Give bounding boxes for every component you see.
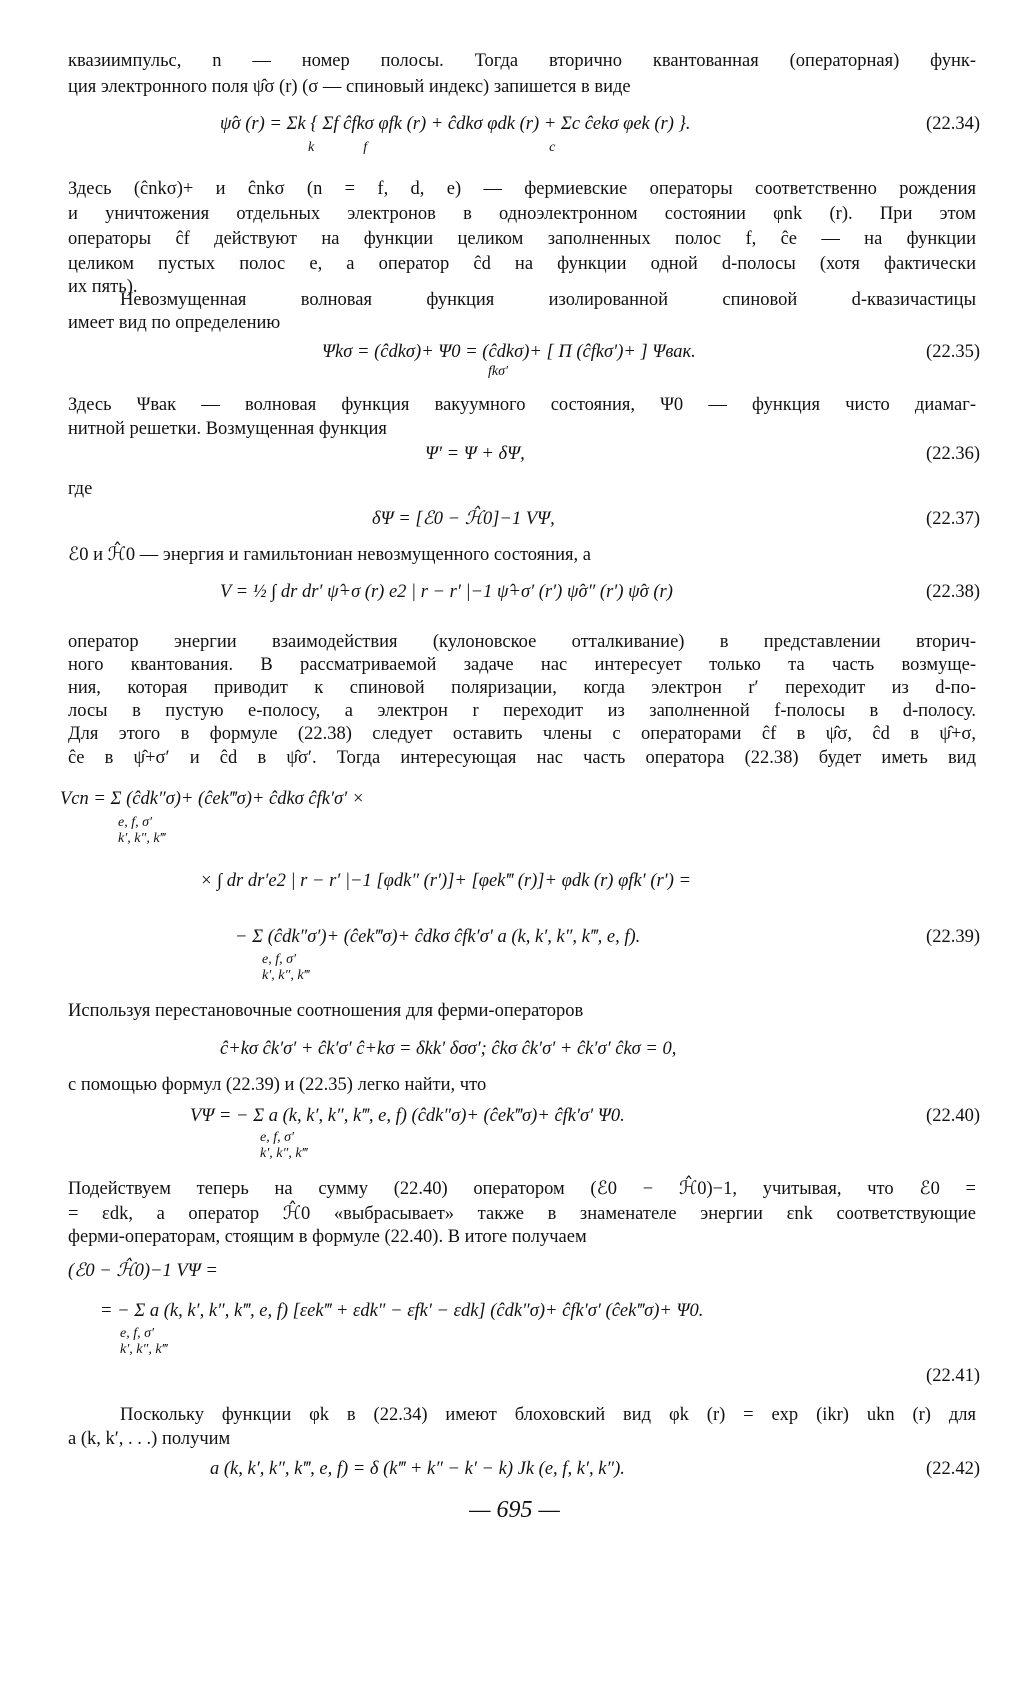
equation-body: VΨ = − Σ a (k, k′, k″, k‴, e, f) (ĉdk″σ)+ (ĉek‴σ)+ ĉfk′σ′ Ψ0. [190, 1106, 625, 1126]
equation-number: (22.42) [926, 1459, 980, 1479]
text-line: их пять). [68, 277, 138, 297]
equation-number: (22.41) [926, 1366, 980, 1386]
summation-indices: e, f, σ′ k′, k″, k‴ [260, 1130, 308, 1162]
page-number: — 695 — [469, 1497, 560, 1523]
equation-number: (22.36) [926, 444, 980, 464]
text-line: оператор энергии взаимодействия (кулоновское отталкивание) в представлении вторич- [68, 632, 976, 652]
summation-indices: k f c [308, 140, 556, 155]
text-line: ния, которая приводит к спиновой поляризации, когда электрон r′ переходит из d-по- [68, 678, 976, 698]
text-line: Здесь Ψвак — волновая функция вакуумного состояния, Ψ0 — функция чисто диамаг- [68, 395, 976, 415]
text-line: ция электронного поля ψ̂σ (r) (σ — спиновый индекс) запишется в виде [68, 77, 631, 97]
text-line: Поскольку функции φk в (22.34) имеют блоховский вид φk (r) = exp (ikr) ukn (r) для [120, 1405, 976, 1425]
text-line: Для этого в формуле (22.38) следует оставить члены с операторами ĉf в ψ̂σ, ĉd в ψ̂+σ, [68, 724, 976, 744]
equation-body: ψ̂σ (r) = Σk { Σf ĉfkσ φfk (r) + ĉdkσ φdk (r) + Σc ĉekσ φek (r) }. [220, 114, 691, 134]
text-line: ного квантования. В рассматриваемой задаче нас интересует только та часть возмуще- [68, 655, 976, 675]
equation-body: × ∫ dr dr′e2 | r − r′ |−1 [φdk″ (r′)]+ [φek‴ (r)]+ φdk (r) φfk′ (r′) = [200, 871, 691, 891]
equation-body: (ℰ0 − ℋ̂0)−1 VΨ = [68, 1261, 218, 1281]
equation-body: V = ½ ∫ dr dr′ ψ̂+σ (r) e2 | r − r′ |−1 ψ̂+σ′ (r′) ψ̂σ″ (r′) ψ̂σ (r) [220, 582, 673, 602]
equation-body: Vсп = Σ (ĉdk″σ)+ (ĉek‴σ)+ ĉdkσ ĉfk′σ′ × [60, 789, 365, 809]
text-line: целиком пустых полос e, а оператор ĉd на функции одной d-полосы (хотя фактически [68, 254, 976, 274]
text-line: = εdk, а оператор ℋ̂0 «выбрасывает» также в знаменателе энергии εnk соответствующие [68, 1204, 976, 1224]
text-line: имеет вид по определению [68, 313, 281, 333]
text-line: где [68, 479, 93, 499]
equation-body: δΨ = [ℰ0 − ℋ̂0]−1 VΨ, [372, 509, 555, 529]
equation-body: − Σ (ĉdk″σ′)+ (ĉek‴σ)+ ĉdkσ ĉfk′σ′ a (k, k′, k″, k‴, e, f). [235, 927, 641, 947]
equation-body: a (k, k′, k″, k‴, e, f) = δ (k‴ + k″ − k′ − k) Jk (e, f, k′, k″). [210, 1459, 625, 1479]
equation-body: Ψ′ = Ψ + δΨ, [425, 444, 525, 464]
summation-indices: e, f, σ′ k′, k″, k‴ [262, 952, 310, 984]
summation-indices: e, f, σ′ k′, k″, k‴ [118, 815, 166, 847]
equation-number: (22.39) [926, 927, 980, 947]
equation-number: (22.40) [926, 1106, 980, 1126]
text-line: и уничтожения отдельных электронов в одноэлектронном состоянии φnk (r). При этом [68, 204, 976, 224]
text-line: ĉe в ψ̂+σ′ и ĉd в ψ̂σ′. Тогда интересующая нас часть оператора (22.38) будет иметь вид [68, 748, 976, 768]
text-line: a (k, k′, . . .) получим [68, 1429, 231, 1449]
text-line: Здесь (ĉnkσ)+ и ĉnkσ (n = f, d, e) — фермиевские операторы соответственно рождения [68, 179, 976, 199]
text-line: ферми-операторам, стоящим в формуле (22.40). В итоге получаем [68, 1227, 587, 1247]
text-line: операторы ĉf действуют на функции целиком заполненных полос f, ĉe — на функции [68, 229, 976, 249]
equation-number: (22.35) [926, 342, 980, 362]
text-line: Используя перестановочные соотношения для ферми-операторов [68, 1001, 584, 1021]
text-line: нитной решетки. Возмущенная функция [68, 419, 387, 439]
summation-indices: e, f, σ′ k′, k″, k‴ [120, 1326, 168, 1358]
text-line: квазиимпульс, n — номер полосы. Тогда вторично квантованная (операторная) функ- [68, 51, 976, 71]
text-line: Подействуем теперь на сумму (22.40) оператором (ℰ0 − ℋ̂0)−1, учитывая, что ℰ0 = [68, 1179, 976, 1199]
text-line: с помощью формул (22.39) и (22.35) легко найти, что [68, 1075, 487, 1095]
equation-number: (22.38) [926, 582, 980, 602]
equation-number: (22.34) [926, 114, 980, 134]
equation-body: Ψkσ = (ĉdkσ)+ Ψ0 = (ĉdkσ)+ [ Π (ĉfkσ′)+ ] Ψвак. [322, 342, 696, 362]
equation-number: (22.37) [926, 509, 980, 529]
text-line: Невозмущенная волновая функция изолированной спиновой d-квазичастицы [120, 290, 976, 310]
text-line: ℰ0 и ℋ̂0 — энергия и гамильтониан невозмущенного состояния, а [68, 545, 591, 565]
text-line: лосы в пустую e-полосу, а электрон r переходит из заполненной f-полосы в d-полосу. [68, 701, 976, 721]
product-indices: fkσ′ [488, 364, 509, 379]
equation-body: = − Σ a (k, k′, k″, k‴, e, f) [εek‴ + εdk″ − εfk′ − εdk] (ĉdk″σ)+ ĉfk′σ′ (ĉek‴σ)+ Ψ0. [100, 1301, 704, 1321]
equation-body: ĉ+kσ ĉk′σ′ + ĉk′σ′ ĉ+kσ = δkk′ δσσ′; ĉkσ ĉk′σ′ + ĉk′σ′ ĉkσ = 0, [220, 1039, 677, 1059]
